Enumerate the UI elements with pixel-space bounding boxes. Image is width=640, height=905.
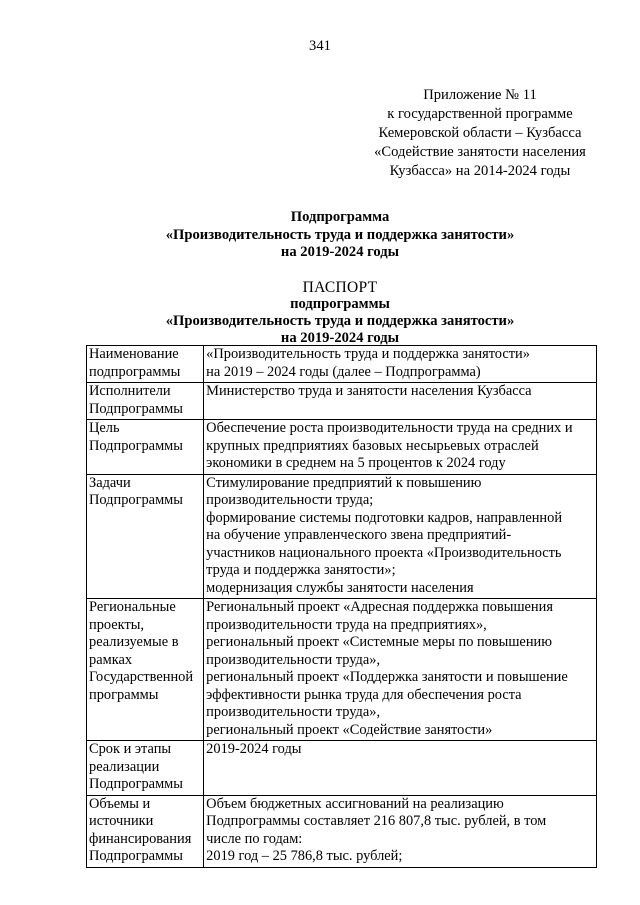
table-row-regional-projects: [87, 599, 597, 741]
table-row-goal: [87, 420, 597, 475]
appendix-note: [330, 86, 630, 181]
label-line: Наименование: [89, 346, 179, 362]
passport-table: [86, 345, 597, 868]
value-line: Обеспечение роста производительности труда на средних и: [206, 420, 573, 436]
label-line: Исполнители: [89, 383, 171, 399]
label-line: Подпрограммы: [89, 400, 183, 417]
value-line: эффективности рынка труда для обеспечения роста: [206, 686, 522, 703]
value-line: Региональный проект «Адресная поддержка повышения: [206, 599, 553, 615]
table-row-executors: [87, 383, 597, 420]
value-line: крупных предприятиях базовых несырьевых отраслей: [206, 437, 539, 454]
label-line: Региональные: [89, 599, 176, 615]
subprogram-heading: [0, 209, 640, 262]
row-value: [204, 383, 597, 420]
value-line: труда и поддержка занятости»;: [206, 562, 396, 578]
table-row-timeline: [87, 741, 597, 796]
value-line: 2019 год – 25 786,8 тыс. рублей;: [206, 848, 403, 864]
subprogram-period: на 2019-2024 годы: [280, 244, 400, 260]
value-line: производительности труда на предприятиях»,: [206, 616, 487, 633]
label-line: Подпрограммы: [89, 848, 183, 864]
value-line: числе по годам:: [206, 830, 303, 847]
appendix-line: Кемеровской области – Кузбасса: [378, 125, 582, 141]
label-line: Объемы и: [89, 795, 151, 812]
appendix-line: к государственной программе: [387, 106, 573, 122]
table-row-tasks: [87, 474, 597, 599]
value-line: Министерство труда и занятости населения Кузбасса: [206, 383, 532, 399]
label-line: Задачи: [89, 474, 131, 491]
value-line: региональный проект «Системные меры по повышению: [206, 634, 552, 650]
value-line: участников национального проекта «Производительность: [206, 544, 562, 561]
label-line: финансирования: [89, 830, 192, 847]
row-value: [204, 599, 597, 741]
passport-subtitle: подпрограммы: [290, 296, 390, 312]
value-line: производительности труда»,: [206, 704, 381, 720]
label-line: источники: [89, 813, 154, 829]
value-line: производительности труда;: [206, 492, 374, 508]
value-line: региональный проект «Содействие занятости»: [206, 721, 493, 738]
row-value: [204, 346, 597, 383]
row-label: [87, 346, 204, 383]
label-line: реализации: [89, 758, 160, 775]
passport-title: ПАСПОРТ: [302, 279, 378, 296]
passport-period: на 2019-2024 годы: [280, 330, 400, 346]
appendix-line: «Содействие занятости населения: [374, 144, 586, 160]
subprogram-title: Подпрограмма: [290, 209, 390, 225]
subprogram-name: «Производительность труда и поддержка занятости»: [165, 226, 515, 243]
label-line: реализуемые в: [89, 634, 179, 650]
row-label: [87, 474, 204, 599]
label-line: Подпрограммы: [89, 437, 183, 454]
value-line: 2019-2024 годы: [206, 741, 302, 757]
row-value: [204, 420, 597, 475]
value-line: региональный проект «Поддержка занятости и повышение: [206, 669, 568, 685]
label-line: Государственной: [89, 669, 194, 685]
value-line: на обучение управленческого звена предприятий-: [206, 527, 512, 543]
row-value: [204, 474, 597, 599]
passport-heading: [0, 279, 640, 347]
row-value: [204, 741, 597, 796]
label-line: Подпрограммы: [89, 492, 183, 508]
value-line: формирование системы подготовки кадров, направленной: [206, 509, 563, 526]
passport-name: «Производительность труда и поддержка занятости»: [165, 313, 515, 329]
value-line: «Производительность труда и поддержка занятости»: [206, 346, 530, 362]
label-line: программы: [89, 686, 159, 703]
row-value: [204, 795, 597, 867]
label-line: рамках: [89, 651, 133, 668]
appendix-line: Кузбасса» на 2014-2024 годы: [389, 163, 571, 179]
page-number: 341: [309, 38, 331, 54]
value-line: Объем бюджетных ассигнований на реализацию: [206, 795, 504, 812]
row-label: [87, 599, 204, 741]
value-line: производительности труда»,: [206, 651, 381, 668]
value-line: Стимулирование предприятий к повышению: [206, 474, 482, 491]
label-line: подпрограммы: [89, 363, 181, 380]
appendix-line: Приложение № 11: [423, 87, 537, 103]
value-line: экономики в среднем на 5 процентов к 2024 году: [206, 455, 506, 471]
label-line: Срок и этапы: [89, 741, 172, 757]
value-line: Подпрограммы составляет 216 807,8 тыс. рублей, в том: [206, 813, 547, 829]
row-label: [87, 420, 204, 475]
row-label: [87, 795, 204, 867]
label-line: Подпрограммы: [89, 776, 183, 792]
row-label: [87, 383, 204, 420]
table-row-funding: [87, 795, 597, 867]
label-line: Цель: [89, 420, 120, 436]
table-row-name: [87, 346, 597, 383]
label-line: проекты,: [89, 616, 145, 633]
value-line: на 2019 – 2024 годы (далее – Подпрограмма): [206, 363, 481, 380]
value-line: модернизация службы занятости населения: [206, 579, 474, 596]
row-label: [87, 741, 204, 796]
